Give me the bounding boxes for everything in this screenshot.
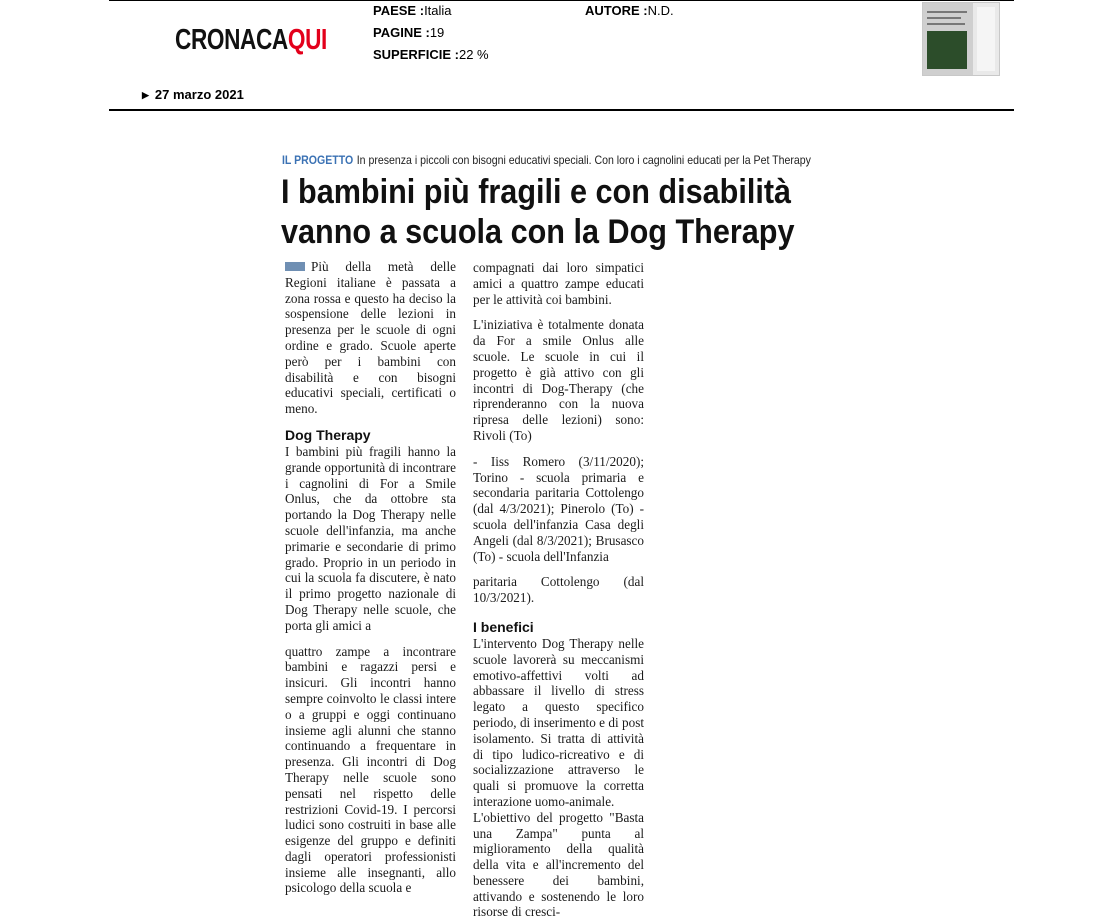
thumbnail-photo — [927, 31, 967, 69]
thumbnail-text-line — [927, 23, 965, 25]
logo-text-part2: QUI — [287, 24, 327, 56]
header-top-rule — [109, 0, 1014, 1]
section-marker-icon — [285, 262, 305, 271]
page-thumbnail[interactable] — [922, 2, 1000, 76]
intro-paragraph — [285, 259, 456, 417]
article-column-2 — [473, 260, 644, 920]
column1-paragraph-2: quattro zampe a incontrare bambini e ragazzi persi e insicuri. Gli incontri hanno sempre coinvolto le classi intere o a gruppi e oggi continuano insieme agli alunni che stanno continuando a frequentare in presenza. Gli incontri di Dog Therapy nelle scuole sono pensati nel rispetto delle restrizioni Covid-19. I percorsi ludici sono costruiti in base alle esigenze del gruppo e definiti dagli operatori professionisti insieme alle insegnanti, allo psicologo della scuola e — [285, 643, 456, 896]
column2-paragraph-4: paritaria Cottolengo (dal 10/3/2021). — [473, 574, 644, 606]
thumbnail-sidebar — [977, 7, 995, 71]
kicker-label: IL PROGETTO — [282, 153, 354, 167]
subhead-dog-therapy: Dog Therapy — [285, 426, 371, 443]
triangle-right-icon: ▶ — [142, 90, 149, 100]
article-title — [281, 172, 795, 252]
column2-paragraph-2: L'iniziativa è totalmente donata da For a smile Onlus alle scuole. Le scuole in cui il progetto è già attivo con gli incontri di Dog-Therapy (che riprenderanno con la nuova ripresa delle lezioni) sono: Rivoli (To) — [473, 317, 644, 443]
subhead-i-benefici: I benefici — [473, 618, 534, 635]
column2-paragraph-3: - Iiss Romero (3/11/2020); Torino - scuola primaria e secondaria paritaria Cottolengo (dal 4/3/2021); Pinerolo (To) - scuola dell'infanzia Casa degli Angeli (dal 8/3/2021); Brusasco (To) - scuola dell'Infanzia — [473, 453, 644, 564]
kicker-text: In presenza i piccoli con bisogni educativi speciali. Con loro i cagnolini educati per la Pet Therapy — [356, 153, 811, 167]
meta-pagine-value: 19 — [429, 25, 445, 40]
intro-text: Più della metà delle Regioni italiane è passata a zona rossa e questo ha deciso la sospensione delle lezioni in presenza per le scuole di ogni ordine e grado. Scuole aperte però per i bambini con disabilità e con bisogni educativi speciali, certificati o meno. — [285, 259, 456, 417]
title-line-2: vanno a scuola con la Dog Therapy — [281, 213, 795, 251]
date-text: 27 marzo 2021 — [154, 87, 244, 102]
column2-paragraph-1: compagnati dai loro simpatici amici a quattro zampe educati per le attività coi bambini. — [473, 260, 644, 307]
publication-date — [142, 87, 244, 102]
column1-paragraph-1: I bambini più fragili hanno la grande opportunità di incontrare i cagnolini di For a Smile Onlus, che da ottobre sta portando la Dog Therapy nelle scuole dell'infanzia, ma anche primarie e secondarie di primo grado. Proprio in un periodo in cui la scuola fa discutere, è nato il primo progetto nazionale di Dog Therapy nelle scuole, che porta gli amici a — [285, 443, 456, 633]
meta-superficie-label: SUPERFICIE : — [373, 47, 459, 62]
meta-superficie — [373, 47, 489, 62]
meta-superficie-value: 22 % — [458, 47, 489, 62]
column2-paragraph-6: L'obiettivo del progetto "Basta una Zampa" punta al miglioramento della qualità della vita e all'incremento del benessere dei bambini, attivando e sostenendo le loro risorse di cresci- — [473, 809, 644, 920]
article-kicker — [282, 153, 811, 167]
meta-autore-label: AUTORE : — [585, 3, 648, 18]
article-column-1 — [285, 259, 456, 896]
thumbnail-text-line — [927, 11, 967, 13]
meta-autore — [585, 3, 674, 18]
meta-pagine-label: PAGINE : — [373, 25, 430, 40]
logo-text-part1: CRONACA — [175, 24, 288, 56]
column2-paragraph-5: L'intervento Dog Therapy nelle scuole lavorerà su meccanismi emotivo-affettivi volti ad abbassare il livello di stress legato a questo specifico periodo, di inserimento e di post isolamento. Si tratta di attività di tipo ludico-ricreativo e di socializzazione attraverso le quali si promuove la corretta interazione uomo-animale. — [473, 635, 644, 809]
thumbnail-text-line — [927, 17, 961, 19]
header-bottom-rule — [109, 109, 1014, 111]
meta-pagine — [373, 25, 444, 40]
meta-paese-value: Italia — [424, 3, 452, 18]
meta-autore-value: N.D. — [647, 3, 674, 18]
publication-logo — [175, 24, 327, 57]
title-line-1: I bambini più fragili e con disabilità — [281, 173, 792, 211]
meta-paese-label: PAESE : — [373, 3, 425, 18]
meta-paese — [373, 3, 452, 18]
